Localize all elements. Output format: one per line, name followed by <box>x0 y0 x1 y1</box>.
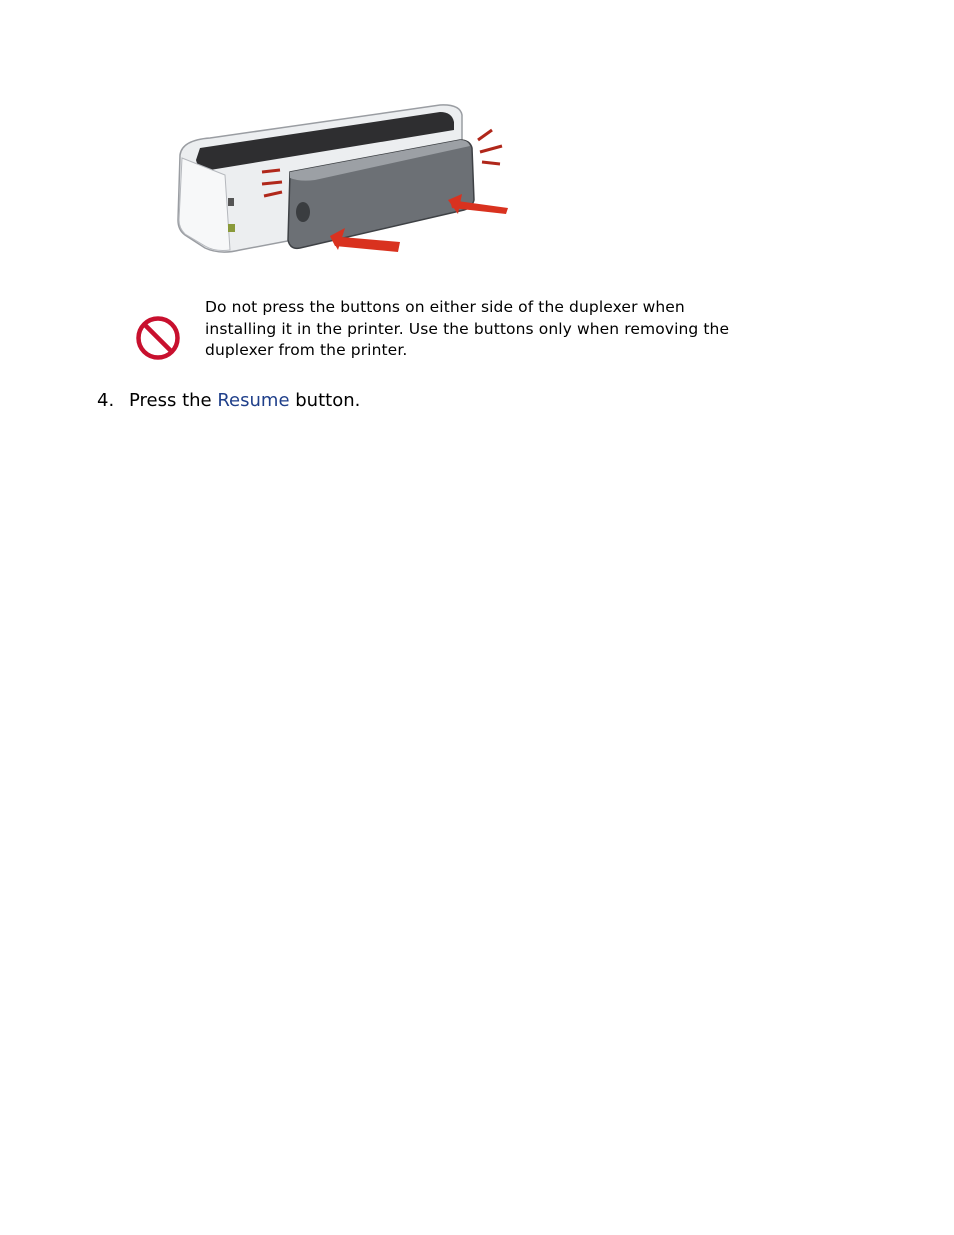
step-number: 4. <box>97 390 115 411</box>
printer-port <box>228 198 234 206</box>
printer-port-green <box>228 224 235 232</box>
duplexer-side-button <box>296 202 310 222</box>
step-text-after: button. <box>289 390 361 411</box>
caution-text: Do not press the buttons on either side of the duplexer when installing it in the printer. Use the buttons only when removing the duplexer from the printer. <box>205 298 730 359</box>
step-4 <box>97 389 360 413</box>
printer-duplexer-drawing <box>170 100 510 260</box>
duplexer-illustration <box>170 100 510 260</box>
emphasis-lines-right <box>478 130 502 164</box>
prohibited-icon <box>134 314 182 362</box>
caution-note <box>134 297 754 367</box>
resume-link[interactable]: Resume <box>217 390 290 411</box>
step-text-before: Press the <box>129 390 218 411</box>
